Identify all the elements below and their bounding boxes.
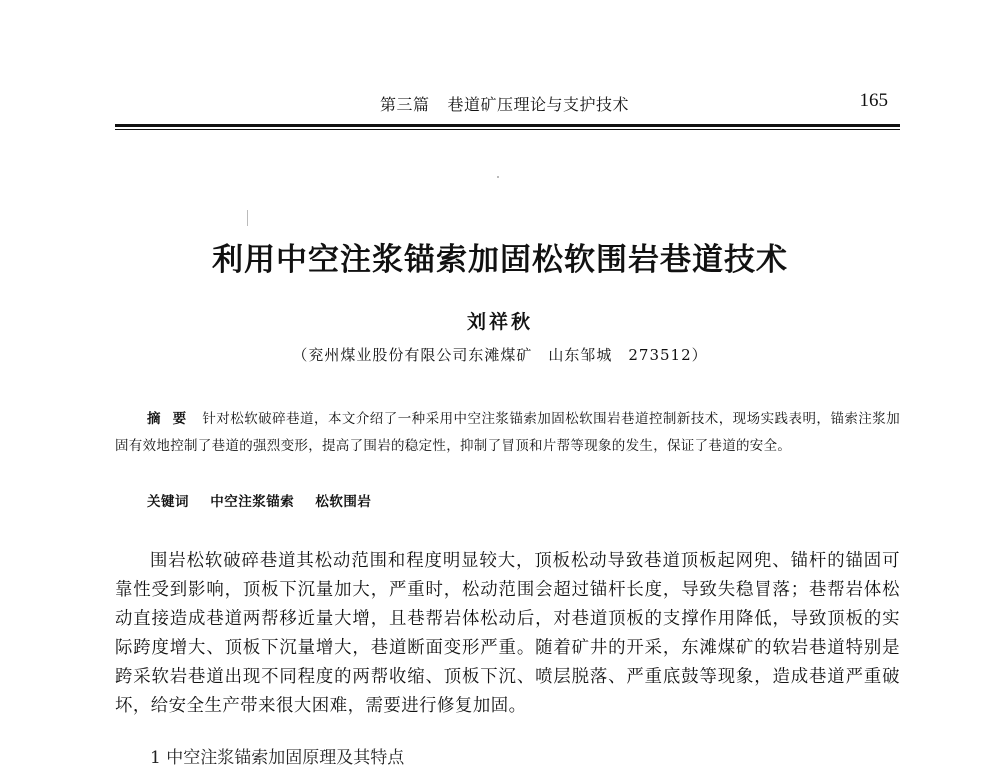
running-header	[115, 92, 900, 122]
scan-speck	[497, 176, 499, 178]
page-number: 165	[859, 90, 888, 111]
next-section-line-cropped: 1 中空注浆锚索加固原理及其特点	[150, 748, 405, 768]
header-rule-thick	[115, 124, 900, 127]
keywords	[147, 490, 387, 510]
abstract-label: 摘要	[147, 411, 199, 427]
section-title: 巷道矿压理论与支护技术	[447, 95, 630, 114]
author-name: 刘祥秋	[466, 311, 533, 333]
keyword-item: 松软围岩	[315, 494, 372, 510]
body-paragraph: 围岩松软破碎巷道其松动范围和程度明显较大，顶板松动导致巷道顶板起网兜、锚杆的锚固可靠性受到影响，顶板下沉量加大，严重时，松动范围会超过锚杆长度，导致失稳冒落；巷帮岩体松动直接造成巷道两帮移近量大增，且巷帮岩体松动后，对巷道顶板的支撑作用降低，导致顶板的实际跨度增大、顶板下沉量增大，巷道断面变形严重。随着矿井的开采，东滩煤矿的软岩巷道特别是跨采软岩巷道出现不同程度的两帮收缩、顶板下沉、喷层脱落、严重底鼓等现象，造成巷道严重破坏，给安全生产带来很大困难，需要进行修复加固。	[115, 551, 900, 716]
running-header-section	[380, 92, 629, 115]
keywords-label: 关键词	[147, 494, 189, 510]
article-title: 利用中空注浆锚索加固松软围岩巷道技术	[212, 242, 788, 278]
header-rule-thin	[115, 129, 900, 130]
scan-speck	[247, 210, 248, 226]
chapter-label: 第三篇	[380, 95, 430, 114]
abstract	[115, 406, 900, 460]
keyword-item: 中空注浆锚索	[210, 494, 295, 510]
abstract-text: 针对松软破碎巷道，本文介绍了一种采用中空注浆锚索加固松软围岩巷道控制新技术，现场实践表明，锚索注浆加固有效地控制了巷道的强烈变形，提高了围岩的稳定性，抑制了冒顶和片帮等现象的发生，保证了巷道的安全。	[115, 411, 901, 454]
author-affiliation: （兖州煤业股份有限公司东滩煤矿 山东邹城 273512）	[292, 346, 708, 364]
